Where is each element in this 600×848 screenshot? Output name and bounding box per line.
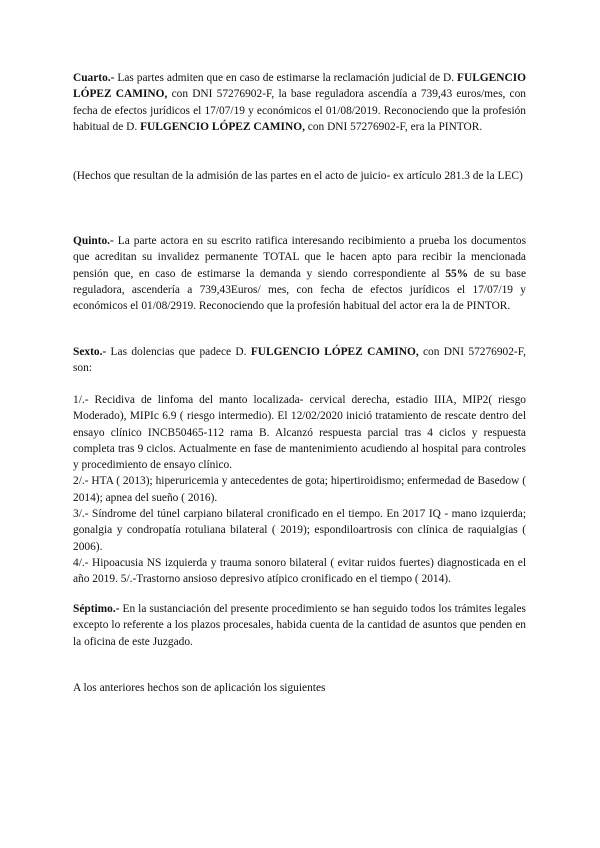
quinto-text-2: de su base reguladora, ascendería a 739,43Euros/ mes, con fecha de efectos jurídicos el 17/07/19 y económicos el 01/08/2919. Reconociendo que la profesión habitual del actor era la de PINTOR. — [73, 267, 527, 313]
section-label-quinto: Quinto.- — [73, 235, 114, 247]
sexto-text-2: con DNI 57276902-F, son: — [73, 346, 526, 375]
cuarto-text-3: con DNI 57276902-F, era la PINTOR. — [304, 120, 483, 133]
list-item: 3/.- Síndrome del túnel carpiano bilateral cronificado en el tiempo. En 2017 IQ - mano izquierda; gonalgia y condropatía rotuliana bilateral ( 2019); espondiloartrosis con clínica de raquialgias ( 2006). — [73, 508, 526, 553]
cuarto-text-2: con DNI 57276902-F, la base reguladora ascendía a 739,43 euros/mes, con fecha de efectos jurídicos el 17/07/19 y económicos el 01/08/2019. Reconociendo que la profesión habitual de D. — [73, 88, 526, 133]
list-item: 2/.- HTA ( 2013); hiperuricemia y antecedentes de gota; hipertiroidismo; enfermedad de Basedow ( 2014); apnea del sueño ( 2016). — [73, 475, 526, 504]
plaintiff-name: FULGENCIO LÓPEZ CAMINO, — [73, 72, 526, 101]
section-label-sexto: Sexto.- — [73, 346, 107, 358]
paragraph-septimo — [73, 601, 526, 650]
section-label-septimo: Séptimo.- — [73, 603, 120, 615]
plaintiff-name: FULGENCIO LÓPEZ CAMINO, — [250, 346, 419, 358]
closing-line: A los anteriores hechos son de aplicación los siguientes — [73, 682, 326, 694]
cuarto-text-1: Las partes admiten que en caso de estimarse la reclamación judicial de D. — [114, 72, 458, 84]
paragraph-quinto — [73, 233, 526, 314]
paragraph-sexto — [73, 344, 526, 377]
percentage-value: 55% — [445, 267, 469, 280]
sexto-text-1: Las dolencias que padece D. — [106, 346, 251, 358]
dolencias-list — [73, 392, 526, 588]
list-item: 1/.- Recidiva de linfoma del manto localizada- cervical derecha, estadio IIIA, MIP2( riesgo Moderado), MIPIc 6.9 ( riesgo intermedio). El 12/02/2020 inició tratamiento de rescate dentro del ensayo clínico INCB50465-112 rama B. Alcanzó respuesta parcial tras 4 ciclos y respuesta completa tras 9 ciclos. Actualmente en fase de mantenimiento acudiendo al hospital para controles y procedimiento de ensayo clínico. — [73, 394, 526, 472]
list-item: 4/.- Hipoacusia NS izquierda y trauma sonoro bilateral ( evitar ruidos fuertes) diagnosticada en el año 2019. 5/.-Trastorno ansioso depresivo atípico cronificado en el tiempo ( 2014). — [73, 556, 526, 586]
quinto-text-1: La parte actora en su escrito ratifica interesando recibimiento a prueba los documentos que acreditan su invalidez permanente TOTAL que le hacen apto para recibir la mencionada pensión que, en caso de estimarse la demanda y siendo correspondiente al — [73, 235, 526, 280]
septimo-text-1: En la sustanciación del presente procedimiento se han seguido todos los trámites legales excepto lo referente a los plazos procesales, habida cuenta de la cantidad de asuntos que penden en la oficina de este Juzgado. — [73, 603, 526, 648]
hechos-note: (Hechos que resultan de la admisión de las partes en el acto de juicio- ex artículo 281.3 de la LEC) — [73, 170, 523, 182]
plaintiff-name: FULGENCIO LÓPEZ CAMINO, — [140, 120, 305, 133]
paragraph-cuarto — [73, 70, 526, 135]
section-label-cuarto: Cuarto.- — [73, 72, 115, 84]
